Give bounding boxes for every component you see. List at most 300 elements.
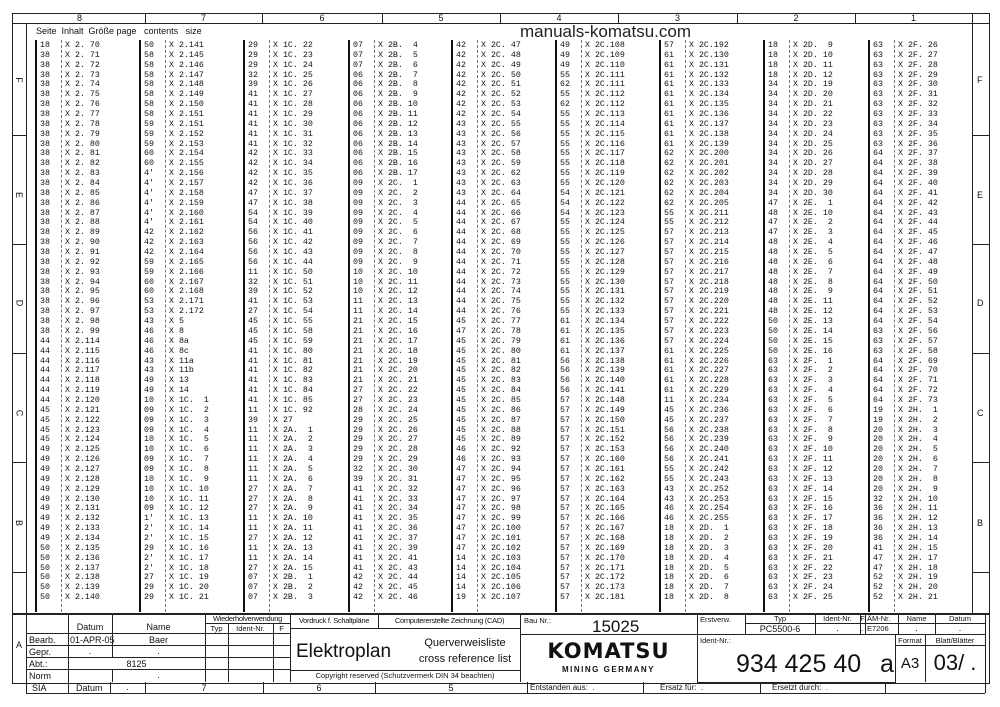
table-row <box>243 248 343 258</box>
row-letter-left: B <box>14 519 25 527</box>
table-row <box>659 80 759 90</box>
page-number: 38 <box>40 100 50 110</box>
komatsu-logo-subtitle: MINING GERMANY <box>562 665 655 674</box>
page-number: 56 <box>664 455 674 465</box>
bottom-col-6: 6 <box>316 683 322 693</box>
page-number: 64 <box>873 366 883 376</box>
page-number: 48 <box>768 307 778 317</box>
table-row <box>139 396 239 406</box>
reference: X 2C.216 <box>689 257 729 267</box>
page-number: 63 <box>768 455 778 465</box>
page-number: 57 <box>560 464 570 474</box>
reference: X 1C. 59 <box>273 336 313 346</box>
table-row <box>763 337 863 347</box>
table-row <box>659 71 759 81</box>
page-number: 34 <box>768 110 778 120</box>
table-row <box>659 445 759 455</box>
reference: X 2. 89 <box>65 228 100 238</box>
reference: X 2F. 21 <box>793 553 833 563</box>
page-number: 18 <box>664 543 674 553</box>
page-number: 18 <box>664 583 674 593</box>
table-row <box>348 209 448 219</box>
page-number: 59 <box>144 119 154 129</box>
page-number: 18 <box>664 524 674 534</box>
reference: X 2F. 1 <box>793 356 833 366</box>
table-row <box>35 258 135 268</box>
page-number: 06 <box>353 159 363 169</box>
reference: X 2D. 30 <box>793 188 833 198</box>
reference: X 2C. 93 <box>481 455 521 465</box>
reference: X 2C. 7 <box>378 238 418 248</box>
table-row <box>555 406 655 416</box>
table-row <box>348 465 448 475</box>
table-row <box>659 218 759 228</box>
page-number: 44 <box>40 346 50 356</box>
reference: X 2C.253 <box>689 494 729 504</box>
reference: X 2C.202 <box>689 169 729 179</box>
divider <box>290 628 520 629</box>
table-row <box>451 51 551 61</box>
table-row <box>868 100 968 110</box>
reference: X 2B. 10 <box>378 100 418 110</box>
table-row <box>451 544 551 554</box>
reference: X 2D. 6 <box>689 573 729 583</box>
reference: X 2.145 <box>169 50 204 60</box>
table-row <box>659 593 759 603</box>
page-number: 57 <box>664 267 674 277</box>
table-row <box>243 406 343 416</box>
reference: X 1C. 58 <box>273 326 313 336</box>
table-row <box>763 169 863 179</box>
reference: X 2C. 10 <box>378 267 418 277</box>
page-number: 55 <box>560 119 570 129</box>
reference: X 2.115 <box>65 346 100 356</box>
table-row <box>243 317 343 327</box>
page-number: 57 <box>560 514 570 524</box>
page-number: 64 <box>873 159 883 169</box>
divider <box>972 462 989 463</box>
table-row <box>763 189 863 199</box>
page-number: 47 <box>456 474 466 484</box>
page-number: 55 <box>664 218 674 228</box>
table-row <box>659 297 759 307</box>
page-number: 57 <box>560 533 570 543</box>
table-row <box>243 455 343 465</box>
page-number: 49 <box>40 524 50 534</box>
page-number: 38 <box>40 307 50 317</box>
cross-reference-column <box>555 41 655 603</box>
page-number: 57 <box>560 474 570 484</box>
page-number: 57 <box>560 455 570 465</box>
table-row <box>243 366 343 376</box>
reference: X 2F. 13 <box>793 474 833 484</box>
reference: X 2E. 2 <box>793 218 833 228</box>
table-row <box>139 268 239 278</box>
table-row <box>868 159 968 169</box>
page-number: 44 <box>456 257 466 267</box>
page-number: 38 <box>40 179 50 189</box>
page-number: 54 <box>560 188 570 198</box>
reference: X 2H. 2 <box>898 415 938 425</box>
page-number: 38 <box>40 208 50 218</box>
table-row <box>659 41 759 51</box>
reference: X 2E. 7 <box>793 267 833 277</box>
bau-nr-label: Bau Nr.: <box>524 616 552 625</box>
reference: X 2.158 <box>169 188 204 198</box>
ident-nr-label: Ident-Nr.: <box>700 636 731 645</box>
table-row <box>451 189 551 199</box>
reference: X 2C.123 <box>585 208 625 218</box>
reference: X 2C. 73 <box>481 277 521 287</box>
page-number: 57 <box>560 425 570 435</box>
divider <box>520 613 521 682</box>
table-row <box>763 317 863 327</box>
table-row <box>348 80 448 90</box>
table-row <box>659 337 759 347</box>
page-number: 36 <box>873 524 883 534</box>
reference: X 2.125 <box>65 445 100 455</box>
reference: X 2E. 15 <box>793 336 833 346</box>
row-letter-right: D <box>977 298 984 308</box>
page-number: 48 <box>768 248 778 258</box>
page-number: 58 <box>144 70 154 80</box>
row-letter-right: C <box>977 408 984 418</box>
table-row <box>555 445 655 455</box>
reference: X 2D. 21 <box>793 100 833 110</box>
page-number: 44 <box>456 277 466 287</box>
table-row <box>868 110 968 120</box>
page-number: 56 <box>664 435 674 445</box>
reference: X 2A. 8 <box>273 494 313 504</box>
table-row <box>243 554 343 564</box>
table-row <box>555 366 655 376</box>
reference: X 2B. 4 <box>378 41 418 50</box>
page-number: 29 <box>248 41 258 50</box>
table-row <box>763 228 863 238</box>
reference: X 1C. 1 <box>169 395 209 405</box>
page-number: 53 <box>144 297 154 307</box>
page-number: 64 <box>873 257 883 267</box>
reference: X 2C. 64 <box>481 188 521 198</box>
page-number: 41 <box>248 376 258 386</box>
table-row <box>348 120 448 130</box>
reference: X 2E. 10 <box>793 208 833 218</box>
page-number: 11 <box>248 267 258 277</box>
table-row <box>763 376 863 386</box>
page-number: 60 <box>144 277 154 287</box>
table-row <box>763 287 863 297</box>
page-number: 54 <box>248 218 258 228</box>
reference: X 2B. 8 <box>378 80 418 90</box>
page-number: 59 <box>144 267 154 277</box>
table-row <box>35 554 135 564</box>
table-row <box>35 268 135 278</box>
reference: X 2C.217 <box>689 267 729 277</box>
table-row <box>348 534 448 544</box>
table-row <box>868 120 968 130</box>
table-row <box>763 544 863 554</box>
reference: X 2. 73 <box>65 70 100 80</box>
reference: X 2. 76 <box>65 100 100 110</box>
table-row <box>348 169 448 179</box>
table-row <box>348 130 448 140</box>
table-row <box>555 416 655 426</box>
table-row <box>659 189 759 199</box>
page-number: 63 <box>768 583 778 593</box>
table-row <box>555 307 655 317</box>
reference: X 2D. 23 <box>793 119 833 129</box>
table-row <box>451 238 551 248</box>
page-number: 64 <box>873 267 883 277</box>
page-number: 21 <box>353 366 363 376</box>
page-number: 45 <box>248 317 258 327</box>
reference: X 2. 90 <box>65 238 100 248</box>
reference: X 1C. 29 <box>273 110 313 120</box>
table-row <box>868 287 968 297</box>
page-number: 38 <box>40 139 50 149</box>
reference: X 2C.240 <box>689 445 729 455</box>
table-row <box>763 593 863 603</box>
page-number: 45 <box>456 346 466 356</box>
page-number: 2' <box>144 524 154 534</box>
reference: X 2C. 65 <box>481 198 521 208</box>
reference: X 2C.149 <box>585 405 625 415</box>
page-number: 47 <box>456 326 466 336</box>
page-number: 4' <box>144 179 154 189</box>
reference: X 2C. 84 <box>481 386 521 396</box>
page-number: 42 <box>456 41 466 50</box>
reference: X 2.162 <box>169 228 204 238</box>
table-row <box>243 51 343 61</box>
reference: X 2C. 67 <box>481 218 521 228</box>
table-row <box>659 140 759 150</box>
page-number: 41 <box>353 484 363 494</box>
page-number: 48 <box>768 277 778 287</box>
reference: X 2C.120 <box>585 179 625 189</box>
am-datum-label: Datum <box>948 614 972 623</box>
page-number: 62 <box>664 149 674 159</box>
page-number: 56 <box>248 238 258 248</box>
page-number: 56 <box>248 228 258 238</box>
column-number: 3 <box>674 13 680 23</box>
reference: X 2F. 41 <box>898 188 938 198</box>
table-row <box>139 209 239 219</box>
reference: X 2C. 80 <box>481 346 521 356</box>
table-row <box>659 376 759 386</box>
page-number: 41 <box>353 524 363 534</box>
table-row <box>348 100 448 110</box>
page-number: 57 <box>560 573 570 583</box>
divider <box>12 462 26 463</box>
reference: X 2C.151 <box>585 425 625 435</box>
reference: X 2C. 68 <box>481 228 521 238</box>
table-row <box>763 435 863 445</box>
page-number: 47 <box>873 553 883 563</box>
table-row <box>348 396 448 406</box>
page-number: 44 <box>456 287 466 297</box>
am-datum-value: . <box>958 623 962 633</box>
page-number: 44 <box>40 336 50 346</box>
table-row <box>243 504 343 514</box>
table-row <box>555 504 655 514</box>
table-row <box>555 199 655 209</box>
reference: X 2F. 12 <box>793 464 833 474</box>
table-row <box>35 347 135 357</box>
reference: X 2A. 12 <box>273 533 313 543</box>
reference: X 2. 94 <box>65 277 100 287</box>
table-row <box>555 347 655 357</box>
page-number: 64 <box>873 317 883 327</box>
table-row <box>348 159 448 169</box>
reference: X 2C.236 <box>689 405 729 415</box>
table-row <box>139 593 239 603</box>
table-row <box>763 80 863 90</box>
table-row <box>555 337 655 347</box>
page-number: 64 <box>873 307 883 317</box>
table-row <box>243 593 343 603</box>
reference: X 2C.238 <box>689 425 729 435</box>
reference: X 2C.171 <box>585 563 625 573</box>
page-number: 57 <box>560 435 570 445</box>
page-number: 55 <box>560 257 570 267</box>
page-number: 49 <box>40 494 50 504</box>
bottom-dot: . <box>126 682 129 692</box>
reference: X 2C.255 <box>689 514 729 524</box>
table-row <box>659 159 759 169</box>
page-number: 50 <box>40 543 50 553</box>
reference: X 2C.152 <box>585 435 625 445</box>
table-row <box>763 258 863 268</box>
table-row <box>555 149 655 159</box>
page-number: 60 <box>144 287 154 297</box>
reference: X 2B. 3 <box>273 593 313 603</box>
table-row <box>868 593 968 603</box>
table-row <box>139 130 239 140</box>
reference: X 2F. 40 <box>898 179 938 189</box>
table-row <box>868 317 968 327</box>
table-row <box>555 485 655 495</box>
table-row <box>659 90 759 100</box>
page-number: 47 <box>456 533 466 543</box>
reference: X 2C.133 <box>585 307 625 317</box>
reference: X 2H. 17 <box>898 553 938 563</box>
table-row <box>763 396 863 406</box>
reference: X 2C.134 <box>585 317 625 327</box>
page-number: 55 <box>560 248 570 258</box>
divider <box>228 623 229 682</box>
bearb-name: Baer <box>148 635 168 645</box>
page-number: 48 <box>768 238 778 248</box>
reference: X 2C.106 <box>481 583 521 593</box>
table-row <box>243 287 343 297</box>
reference: X 2C. 56 <box>481 129 521 139</box>
reference: X 2C. 94 <box>481 464 521 474</box>
page-number: 47 <box>248 198 258 208</box>
reference: X 2H. 9 <box>898 484 938 494</box>
page-number: 56 <box>664 425 674 435</box>
divider <box>375 682 376 693</box>
reference: X 2E. 8 <box>793 277 833 287</box>
table-row <box>555 218 655 228</box>
page-number: 63 <box>768 563 778 573</box>
reference: X 1C. 44 <box>273 257 313 267</box>
reference: X 1C. 30 <box>273 119 313 129</box>
table-row <box>763 209 863 219</box>
reference: X 2F. 71 <box>898 376 938 386</box>
ersetzt-durch: Ersetzt durch: . <box>772 683 829 692</box>
f-label: F <box>860 614 865 623</box>
title-de: Querverweisliste <box>424 637 506 649</box>
reference: X 2C.124 <box>585 218 625 228</box>
reference: X 2.172 <box>169 307 204 317</box>
page-number: 11 <box>248 524 258 534</box>
table-row <box>348 564 448 574</box>
page-number: 64 <box>873 297 883 307</box>
table-row <box>659 238 759 248</box>
table-row <box>243 445 343 455</box>
reference: X 2H. 1 <box>898 405 938 415</box>
reference: X 2.156 <box>169 169 204 179</box>
table-row <box>659 386 759 396</box>
page-number: 47 <box>768 198 778 208</box>
page-number: 18 <box>664 573 674 583</box>
page-number: 44 <box>456 208 466 218</box>
page-number: 46 <box>144 346 154 356</box>
reference: X 2C. 55 <box>481 119 521 129</box>
divider <box>972 353 989 354</box>
table-row <box>868 90 968 100</box>
page-number: 27 <box>248 484 258 494</box>
reference: X 2F. 45 <box>898 228 938 238</box>
page-number: 2' <box>144 533 154 543</box>
table-row <box>763 534 863 544</box>
table-row <box>659 426 759 436</box>
reference: X 2D. 25 <box>793 139 833 149</box>
reference: X 2A. 13 <box>273 543 313 553</box>
table-row <box>868 337 968 347</box>
table-row <box>763 386 863 396</box>
reference: X 2C. 30 <box>378 464 418 474</box>
reference: X 2C.137 <box>585 346 625 356</box>
page-number: 57 <box>560 563 570 573</box>
reference: X 2F. 36 <box>898 139 938 149</box>
page-number: 49 <box>40 504 50 514</box>
page-number: 38 <box>40 119 50 129</box>
page-number: 07 <box>248 593 258 603</box>
reference: X 2F. 18 <box>793 524 833 534</box>
page-number: 27 <box>353 395 363 405</box>
reference: X 1C. 15 <box>169 533 209 543</box>
table-row <box>763 120 863 130</box>
page-number: 06 <box>353 70 363 80</box>
table-row <box>451 593 551 603</box>
divider <box>26 633 290 634</box>
reference: X 2E. 16 <box>793 346 833 356</box>
reference: X 2.150 <box>169 100 204 110</box>
reference: X 1C. 27 <box>273 90 313 100</box>
reference: X 2B. 9 <box>378 90 418 100</box>
page-number: 45 <box>456 386 466 396</box>
divider <box>145 13 146 23</box>
page-number: 64 <box>873 198 883 208</box>
page-number: 27 <box>248 504 258 514</box>
reference: X 2.134 <box>65 533 100 543</box>
reference: X 2C.224 <box>689 336 729 346</box>
page-number: 63 <box>768 484 778 494</box>
page-number: 29 <box>353 425 363 435</box>
page-number: 43 <box>144 317 154 327</box>
table-row <box>555 169 655 179</box>
